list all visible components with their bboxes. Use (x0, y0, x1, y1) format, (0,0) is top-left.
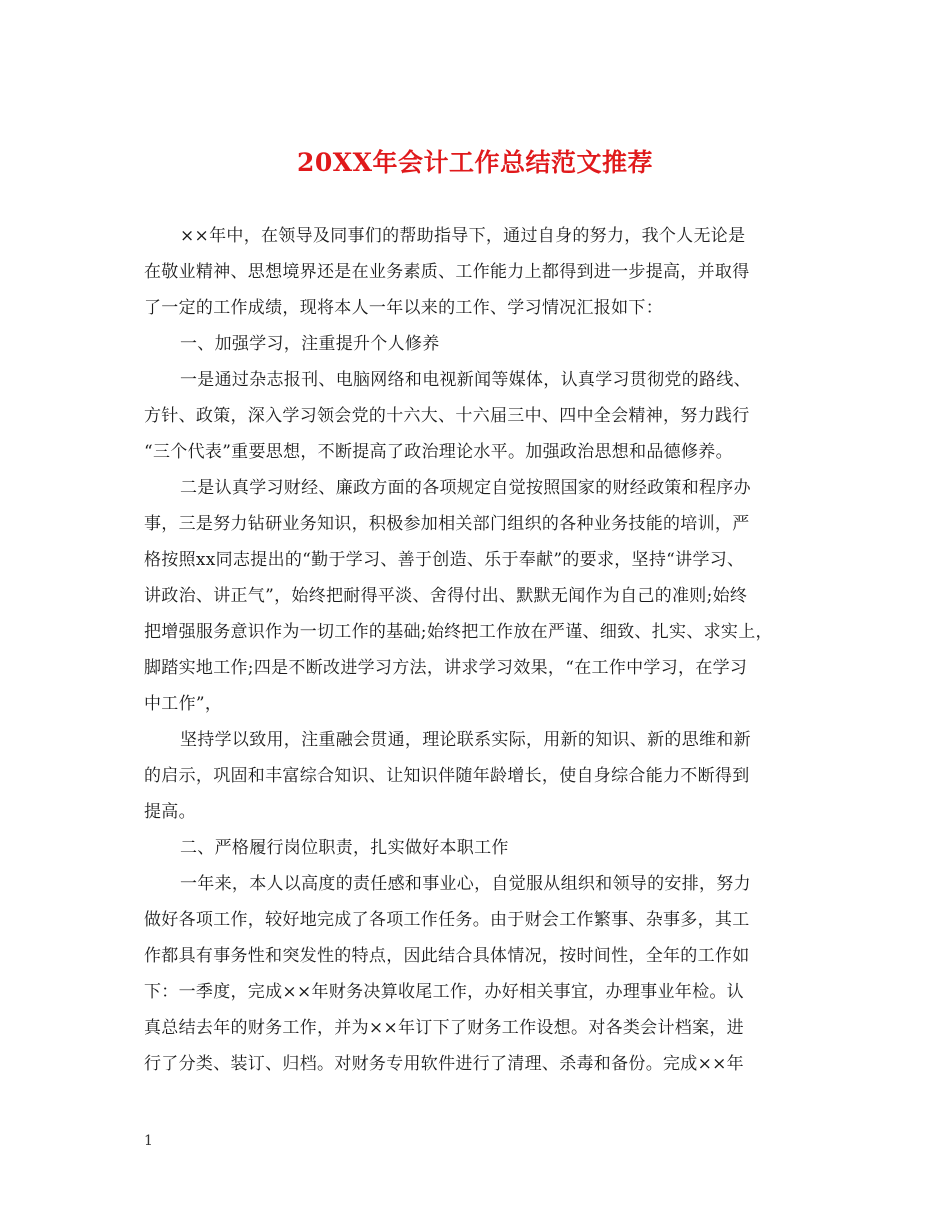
paragraph-line: 方针、政策，深入学习领会党的十六大、十六届三中、四中全会精神，努力践行 (144, 406, 750, 426)
page-number: 1 (144, 1133, 153, 1149)
paragraph-line: ××年中，在领导及同事们的帮助指导下，通过自身的努力，我个人无论是 (180, 226, 746, 246)
paragraph-line: 的启示，巩固和丰富综合知识、让知识伴随年龄增长，使自身综合能力不断得到 (144, 766, 750, 786)
paragraph-line: 作都具有事务性和突发性的特点，因此结合具体情况，按时间性，全年的工作如 (144, 946, 750, 966)
paragraph-line: 事，三是努力钻研业务知识，积极参加相关部门组织的各种业务技能的培训，严 (144, 514, 750, 534)
paragraph-line: 二是认真学习财经、廉政方面的各项规定自觉按照国家的财经政策和程序办 (180, 478, 751, 498)
paragraph-line: 把增强服务意识作为一切工作的基础;始终把工作放在严谨、细致、扎实、求实上， (144, 622, 773, 642)
paragraph-line: 中工作”， (144, 694, 223, 714)
paragraph-line: 做好各项工作，较好地完成了各项工作任务。由于财会工作繁事、杂事多，其工 (144, 910, 750, 930)
paragraph-line: 一年来，本人以高度的责任感和事业心，自觉服从组织和领导的安排，努力 (180, 874, 751, 894)
paragraph-line: 讲政治、讲正气”，始终把耐得平淡、舍得付出、默默无闻作为自己的准则;始终 (144, 586, 748, 606)
paragraph-line: 格按照xx同志提出的“勤于学习、善于创造、乐于奉献”的要求，坚持“讲学习、 (144, 550, 745, 570)
paragraph-line: 一是通过杂志报刊、电脑网络和电视新闻等媒体，认真学习贯彻党的路线、 (180, 370, 751, 390)
paragraph-line: 坚持学以致用，注重融会贯通，理论联系实际，用新的知识、新的思维和新 (180, 730, 751, 750)
paragraph-line: 脚踏实地工作;四是不断改进学习方法，讲求学习效果，“在工作中学习，在学习 (144, 658, 748, 678)
paragraph-line: “三个代表”重要思想，不断提高了政治理论水平。加强政治思想和品德修养。 (144, 442, 733, 462)
document-title: 20XX年会计工作总结范文推荐 (296, 148, 654, 177)
paragraph-line: 在敬业精神、思想境界还是在业务素质、工作能力上都得到进一步提高，并取得 (144, 262, 750, 282)
section-heading: 二、严格履行岗位职责，扎实做好本职工作 (180, 838, 509, 858)
document-body (144, 218, 804, 1082)
paragraph-line: 了一定的工作成绩，现将本人一年以来的工作、学习情况汇报如下： (144, 298, 663, 318)
paragraph-line: 行了分类、装订、归档。对财务专用软件进行了清理、杀毒和备份。完成××年 (144, 1054, 744, 1074)
section-heading: 一、加强学习，注重提升个人修养 (180, 334, 440, 354)
paragraph-line: 真总结去年的财务工作，并为××年订下了财务工作设想。对各类会计档案，进 (144, 1018, 744, 1038)
paragraph-line: 提高。 (144, 802, 196, 822)
paragraph-line: 下：一季度，完成××年财务决算收尾工作，办好相关事宜，办理事业年检。认 (144, 982, 744, 1002)
